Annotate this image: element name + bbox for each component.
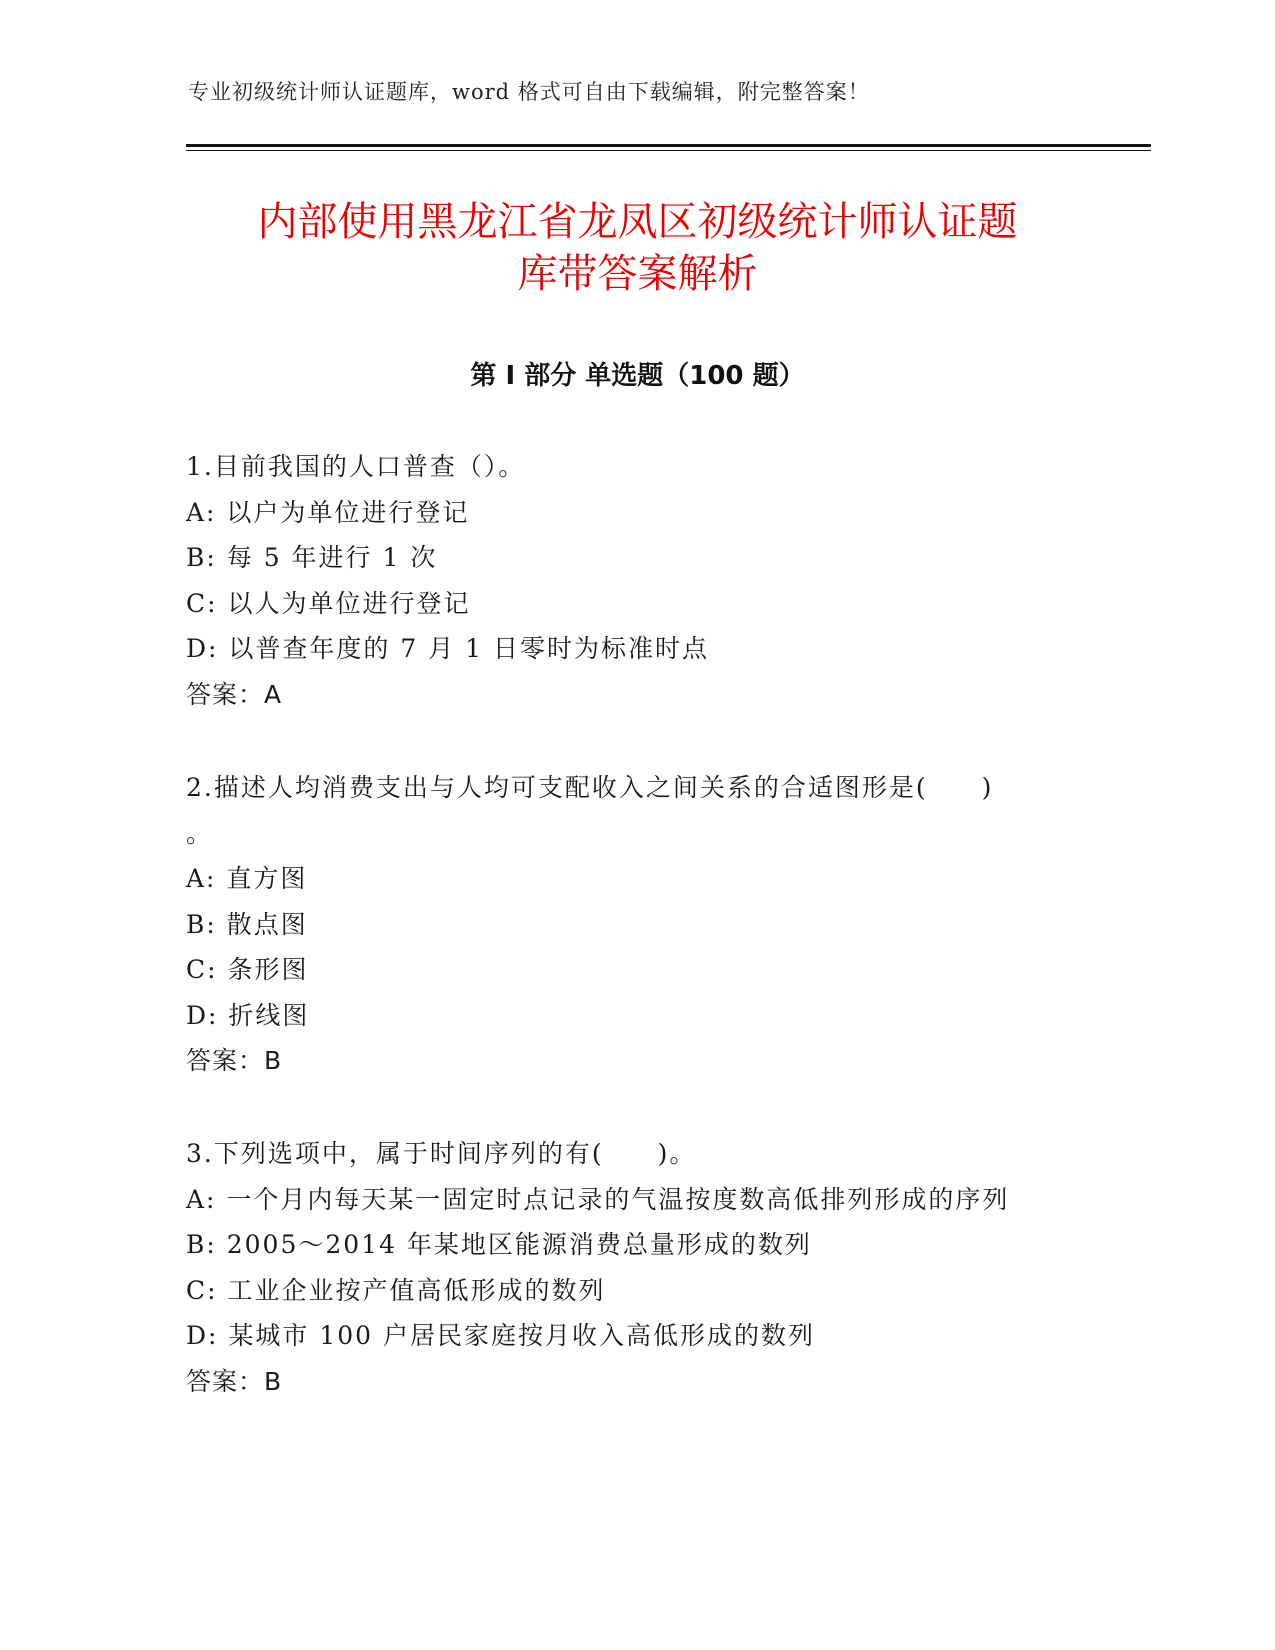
option-b: B: 散点图: [186, 909, 308, 939]
option-d: D: 折线图: [186, 1000, 310, 1030]
document-title-line2: 库带答案解析: [517, 251, 758, 297]
option-a: A: 直方图: [186, 864, 308, 893]
answer: 答案：B: [186, 1366, 283, 1396]
option-c: C: 工业企业按产值高低形成的数列: [186, 1275, 606, 1305]
header-note: 专业初级统计师认证题库，word 格式可自由下载编辑，附完整答案！: [188, 80, 870, 104]
option-a: A: 一个月内每天某一固定时点记录的气温按度数高低排列形成的序列: [186, 1184, 1010, 1214]
header-rule-thick: [186, 144, 1151, 147]
question-stem: 3.下列选项中，属于时间序列的有( )。: [186, 1139, 697, 1168]
document-title-line1: 内部使用黑龙江省龙凤区初级统计师认证题: [257, 199, 1018, 245]
answer: 答案：A: [186, 679, 283, 709]
option-c: C: 条形图: [186, 955, 309, 984]
option-d: D: 某城市 100 户居民家庭按月收入高低形成的数列: [186, 1321, 816, 1350]
option-a: A: 以户为单位进行登记: [186, 497, 470, 527]
header-rule-thin: [186, 150, 1151, 151]
option-b: B: 每 5 年进行 1 次: [186, 543, 438, 572]
option-b: B: 2005～2014 年某地区能源消费总量形成的数列: [186, 1230, 812, 1259]
question-stem-continuation: 。: [186, 818, 212, 848]
section-title: 第 I 部分 单选题（100 题）: [470, 361, 805, 391]
option-c: C: 以人为单位进行登记: [186, 588, 471, 618]
question-1: [186, 444, 1066, 717]
option-d: D: 以普查年度的 7 月 1 日零时为标准时点: [186, 634, 710, 663]
answer: 答案：B: [186, 1046, 283, 1075]
document-title: [150, 196, 1125, 300]
question-stem: 2.描述人均消费支出与人均可支配收入之间关系的合适图形是( ): [186, 773, 994, 802]
question-3: [186, 1131, 1066, 1404]
question-2: [186, 765, 1066, 1084]
question-stem: 1.目前我国的人口普查（）。: [186, 452, 526, 481]
